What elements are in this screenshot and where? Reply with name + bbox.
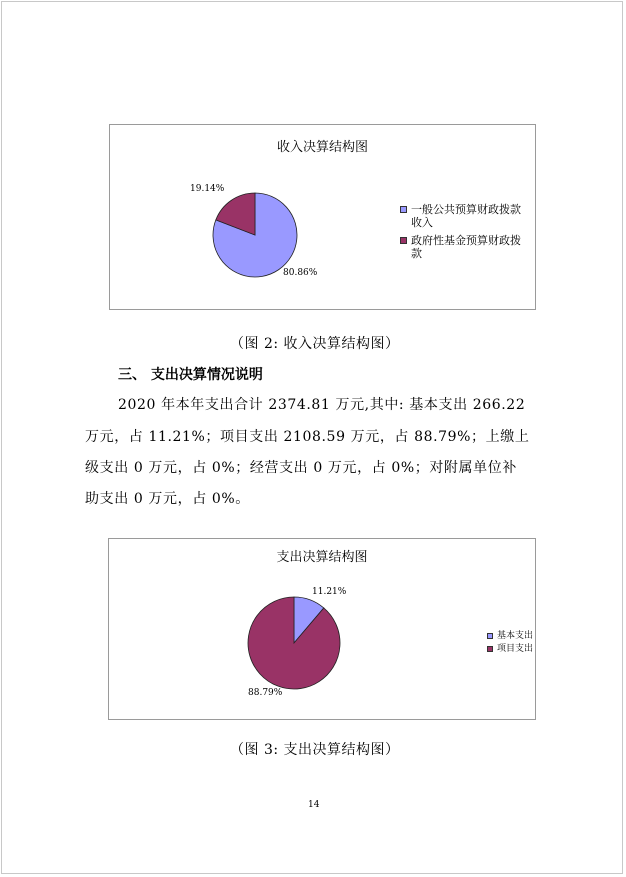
revenue-caption: （图 2: 收入决算结构图） [230, 336, 400, 352]
revenue-chart-title: 收入决算结构图 [276, 140, 368, 155]
expenditure-label-small: 11.21% [312, 587, 347, 597]
expenditure-caption: （图 3: 支出决算结构图） [230, 742, 400, 758]
legend-label-fund-line1: 政府性基金预算财政拨 [411, 234, 521, 247]
paragraph-line-3: 级支出 0 万元，占 0%；经营支出 0 万元，占 0%；对附属单位补 [85, 460, 517, 476]
legend-label-general-line2: 收入 [411, 216, 433, 229]
section-heading: 三、 支出决算情况说明 [118, 367, 263, 383]
revenue-legend-item-2 [400, 234, 521, 260]
page-number: 14 [308, 800, 320, 810]
revenue-legend-item-1 [400, 203, 521, 229]
expenditure-legend-item-2 [487, 644, 533, 655]
legend-swatch-fund [400, 237, 407, 244]
revenue-label-small: 19.14% [190, 184, 225, 194]
legend-swatch-project [487, 646, 493, 652]
paragraph-line-2: 万元，占 11.21%；项目支出 2108.59 万元，占 88.79%；上缴上 [85, 429, 530, 445]
expenditure-chart-title: 支出决算结构图 [276, 550, 368, 565]
pie-slice-项目支出 [248, 597, 340, 689]
legend-label-fund-line2: 款 [411, 247, 422, 260]
legend-swatch-basic [487, 633, 493, 639]
paragraph-line-1: 2020 年本年支出合计 2374.81 万元,其中: 基本支出 266.22 [118, 397, 526, 413]
paragraph-line-4: 助支出 0 万元，占 0%。 [85, 491, 250, 507]
legend-swatch-general [400, 206, 407, 213]
revenue-label-large: 80.86% [283, 268, 318, 278]
expenditure-label-large: 88.79% [248, 688, 283, 698]
legend-label-basic: 基本支出 [497, 631, 534, 641]
legend-label-project: 项目支出 [497, 644, 534, 654]
expenditure-pie [244, 593, 344, 693]
expenditure-legend-item-1 [487, 631, 533, 642]
legend-label-general-line1: 一般公共预算财政拨款 [411, 203, 521, 216]
